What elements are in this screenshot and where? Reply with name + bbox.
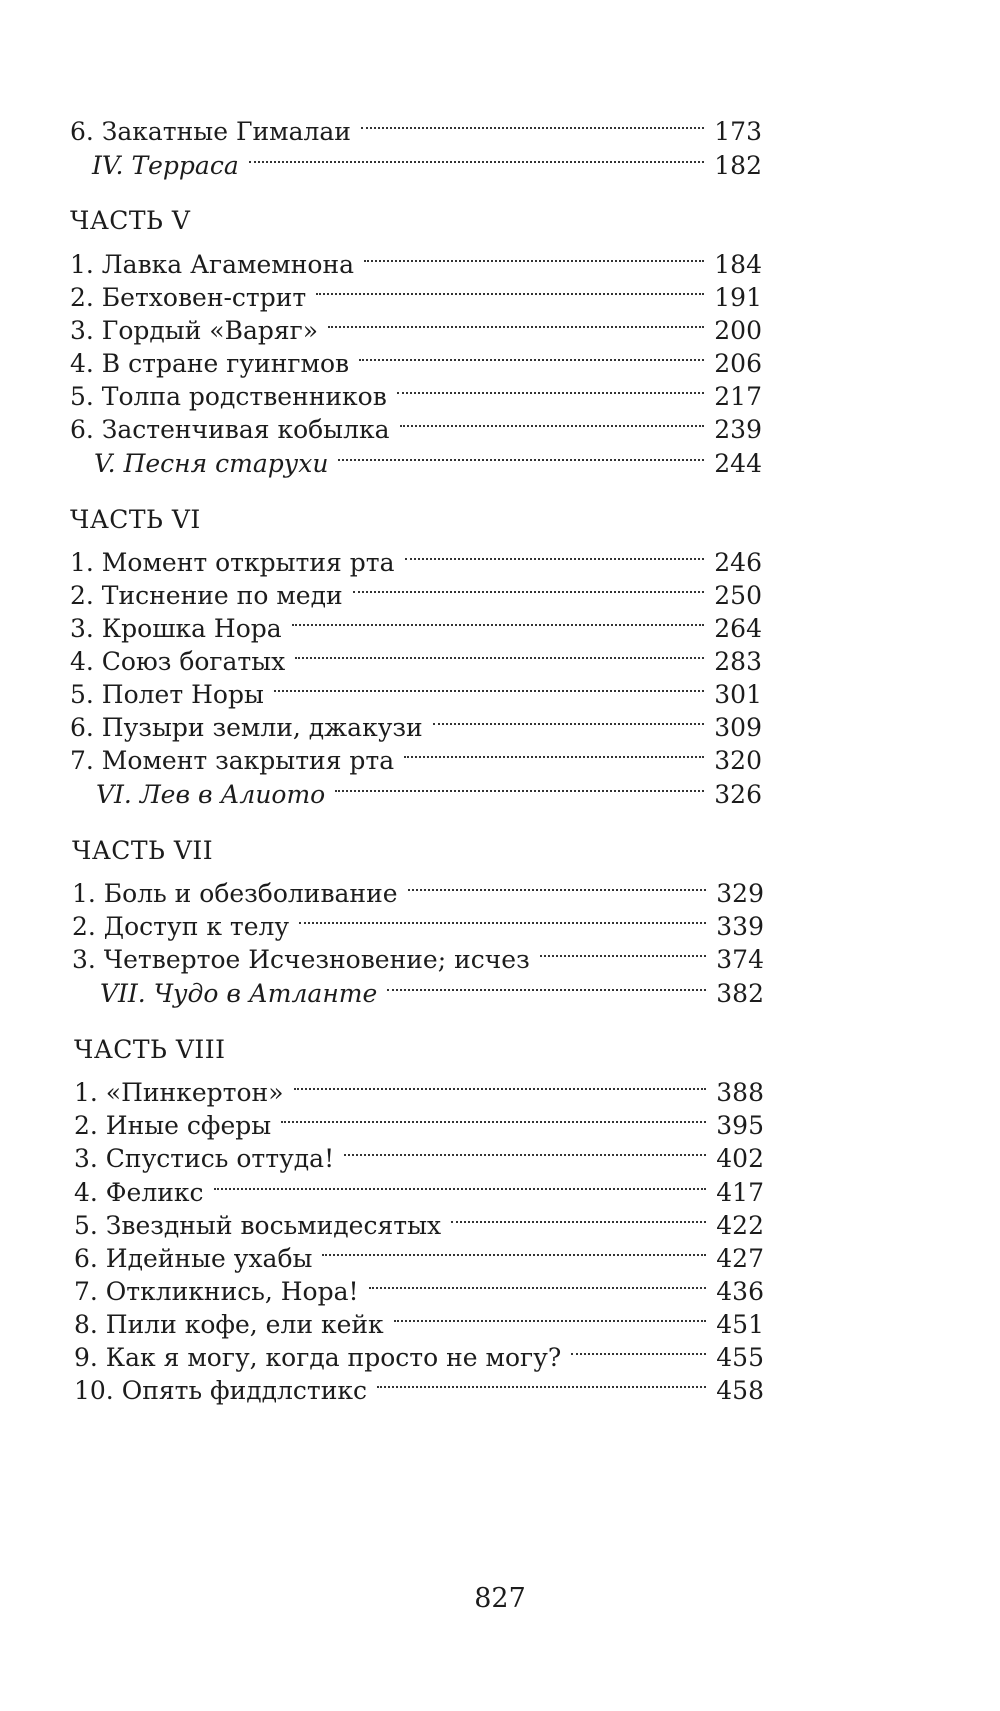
toc-entry — [74, 1264, 764, 1306]
toc-entry-title: 4. Союз богатых — [70, 647, 286, 676]
dot-leader — [344, 1131, 706, 1167]
dot-leader — [294, 1065, 707, 1101]
dot-leader — [338, 436, 704, 472]
toc-entry-title: 6. Закатные Гималаи — [70, 117, 351, 146]
dot-leader — [328, 303, 704, 339]
toc-entry-page: 402 — [716, 1144, 764, 1173]
toc-entry-interlude — [100, 966, 764, 1008]
part-heading: ЧАСТЬ VIII — [74, 1035, 226, 1064]
toc-entry — [70, 270, 762, 312]
dot-leader — [274, 667, 704, 703]
toc-entry — [74, 1165, 764, 1207]
dot-leader — [397, 369, 704, 405]
toc-entry — [70, 336, 762, 378]
toc-entry — [70, 104, 762, 146]
toc-entry-title: 2. Тиснение по меди — [70, 581, 343, 610]
toc-entry — [72, 899, 764, 941]
toc-entry-page: 427 — [716, 1244, 764, 1273]
dot-leader — [249, 138, 705, 174]
toc-entry — [70, 733, 762, 775]
toc-entry-title: 1. «Пинкертон» — [74, 1078, 284, 1107]
toc-entry-page: 264 — [714, 614, 762, 643]
toc-entry — [74, 1065, 764, 1107]
toc-entry-page: 283 — [714, 647, 762, 676]
toc-entry-page: 388 — [716, 1078, 764, 1107]
toc-entry-title: 1. Момент открытия рта — [70, 548, 395, 577]
toc-entry-page: 320 — [714, 746, 762, 775]
dot-leader — [214, 1165, 707, 1201]
toc-entry-title: 6. Идейные ухабы — [74, 1244, 313, 1273]
toc-entry — [70, 700, 762, 742]
toc-entry-page: 250 — [714, 581, 762, 610]
toc-entry-title: 3. Крошка Нора — [70, 614, 282, 643]
dot-leader — [369, 1264, 707, 1300]
toc-entry — [70, 568, 762, 610]
dot-leader — [335, 767, 704, 803]
toc-entry-title: 6. Застенчивая кобылка — [70, 415, 390, 444]
dot-leader — [433, 700, 705, 736]
toc-entry-title: 3. Четвертое Исчезновение; исчез — [72, 945, 530, 974]
toc-entry-title: 7. Откликнись, Нора! — [74, 1277, 359, 1306]
dot-leader — [281, 1098, 706, 1134]
toc-entry — [70, 402, 762, 444]
toc-entry-title: VI. Лев в Алиото — [96, 780, 326, 809]
toc-entry-title: 1. Лавка Агамемнона — [70, 250, 355, 279]
toc-entry-page: 239 — [714, 415, 762, 444]
toc-entry-title: 10. Опять фиддлстикс — [74, 1376, 368, 1405]
toc-entry-page: 184 — [714, 250, 762, 279]
dot-leader — [451, 1198, 706, 1234]
toc-entry-page: 395 — [716, 1111, 764, 1140]
toc-entry — [70, 601, 762, 643]
toc-entry-page: 422 — [716, 1211, 764, 1240]
toc-entry-page: 382 — [716, 979, 764, 1008]
dot-leader — [540, 932, 707, 968]
toc-entry-title: 1. Боль и обезболивание — [72, 879, 398, 908]
toc-entry-page: 182 — [714, 151, 762, 180]
toc-entry-interlude — [96, 767, 762, 809]
toc-entry-title: 5. Звездный восьмидесятых — [74, 1211, 442, 1240]
toc-entry-title: 9. Как я могу, когда просто не могу? — [74, 1343, 562, 1372]
toc-entry-title: 4. Феликс — [74, 1178, 204, 1207]
part-heading: ЧАСТЬ V — [70, 206, 191, 235]
toc-entry — [72, 866, 764, 908]
toc-entry-page: 173 — [714, 117, 762, 146]
dot-leader — [394, 1297, 707, 1333]
toc-entry-interlude — [92, 138, 762, 180]
dot-leader — [405, 535, 705, 571]
dot-leader — [404, 733, 704, 769]
toc-entry — [74, 1098, 764, 1140]
toc-entry — [74, 1131, 764, 1173]
toc-entry — [70, 303, 762, 345]
toc-entry-title: VII. Чудо в Атланте — [100, 979, 378, 1008]
toc-entry — [70, 535, 762, 577]
toc-entry — [70, 634, 762, 676]
part-heading: ЧАСТЬ VI — [70, 505, 201, 534]
toc-entry-page: 309 — [714, 713, 762, 742]
dot-leader — [377, 1363, 706, 1399]
dot-leader — [322, 1231, 706, 1267]
toc-entry-title: 3. Гордый «Варяг» — [70, 316, 319, 345]
toc-entry-title: 3. Спустись оттуда! — [74, 1144, 335, 1173]
dot-leader — [292, 601, 705, 637]
toc-entry-title: 5. Полет Норы — [70, 680, 264, 709]
toc-entry — [74, 1297, 764, 1339]
toc-entry — [72, 932, 764, 974]
dot-leader — [353, 568, 705, 604]
dot-leader — [364, 237, 704, 273]
toc-entry-title: 4. В стране гуингмов — [70, 349, 350, 378]
toc-entry-page: 191 — [714, 283, 762, 312]
toc-entry-page: 455 — [716, 1343, 764, 1372]
toc-entry-interlude — [94, 436, 762, 478]
toc-entry — [74, 1231, 764, 1273]
toc-entry-title: 2. Бетховен-стрит — [70, 283, 307, 312]
toc-entry — [70, 237, 762, 279]
dot-leader — [316, 270, 704, 306]
toc-entry-page: 339 — [716, 912, 764, 941]
dot-leader — [400, 402, 705, 438]
toc-entry-page: 200 — [714, 316, 762, 345]
toc-entry-title: IV. Терраса — [92, 151, 239, 180]
toc-entry-page: 417 — [716, 1178, 764, 1207]
toc-entry — [74, 1198, 764, 1240]
toc-entry — [70, 369, 762, 411]
toc-entry-title: 2. Иные сферы — [74, 1111, 272, 1140]
dot-leader — [295, 634, 704, 670]
toc-entry-title: 2. Доступ к телу — [72, 912, 290, 941]
page-number: 827 — [474, 1583, 526, 1614]
dot-leader — [387, 966, 706, 1002]
toc-entry-page: 246 — [714, 548, 762, 577]
toc-entry-title: 6. Пузыри земли, джакузи — [70, 713, 423, 742]
toc-entry-page: 326 — [714, 780, 762, 809]
part-heading: ЧАСТЬ VII — [72, 836, 214, 865]
toc-entry — [70, 667, 762, 709]
toc-entry-page: 301 — [714, 680, 762, 709]
toc-entry-title: 7. Момент закрытия рта — [70, 746, 395, 775]
toc-entry-page: 329 — [716, 879, 764, 908]
dot-leader — [571, 1330, 706, 1366]
toc-entry-page: 436 — [716, 1277, 764, 1306]
dot-leader — [299, 899, 706, 935]
dot-leader — [361, 104, 704, 140]
dot-leader — [408, 866, 707, 902]
toc-entry-title: 5. Толпа родственников — [70, 382, 387, 411]
toc-entry-page: 451 — [716, 1310, 764, 1339]
toc-entry — [74, 1363, 764, 1405]
toc-entry-page: 217 — [714, 382, 762, 411]
toc-entry-page: 458 — [716, 1376, 764, 1405]
toc-entry-page: 206 — [714, 349, 762, 378]
toc-entry-page: 374 — [716, 945, 764, 974]
toc-entry-title: V. Песня старухи — [94, 449, 329, 478]
toc-entry-page: 244 — [714, 449, 762, 478]
toc-entry — [74, 1330, 764, 1372]
dot-leader — [359, 336, 704, 372]
toc-entry-title: 8. Пили кофе, ели кейк — [74, 1310, 384, 1339]
